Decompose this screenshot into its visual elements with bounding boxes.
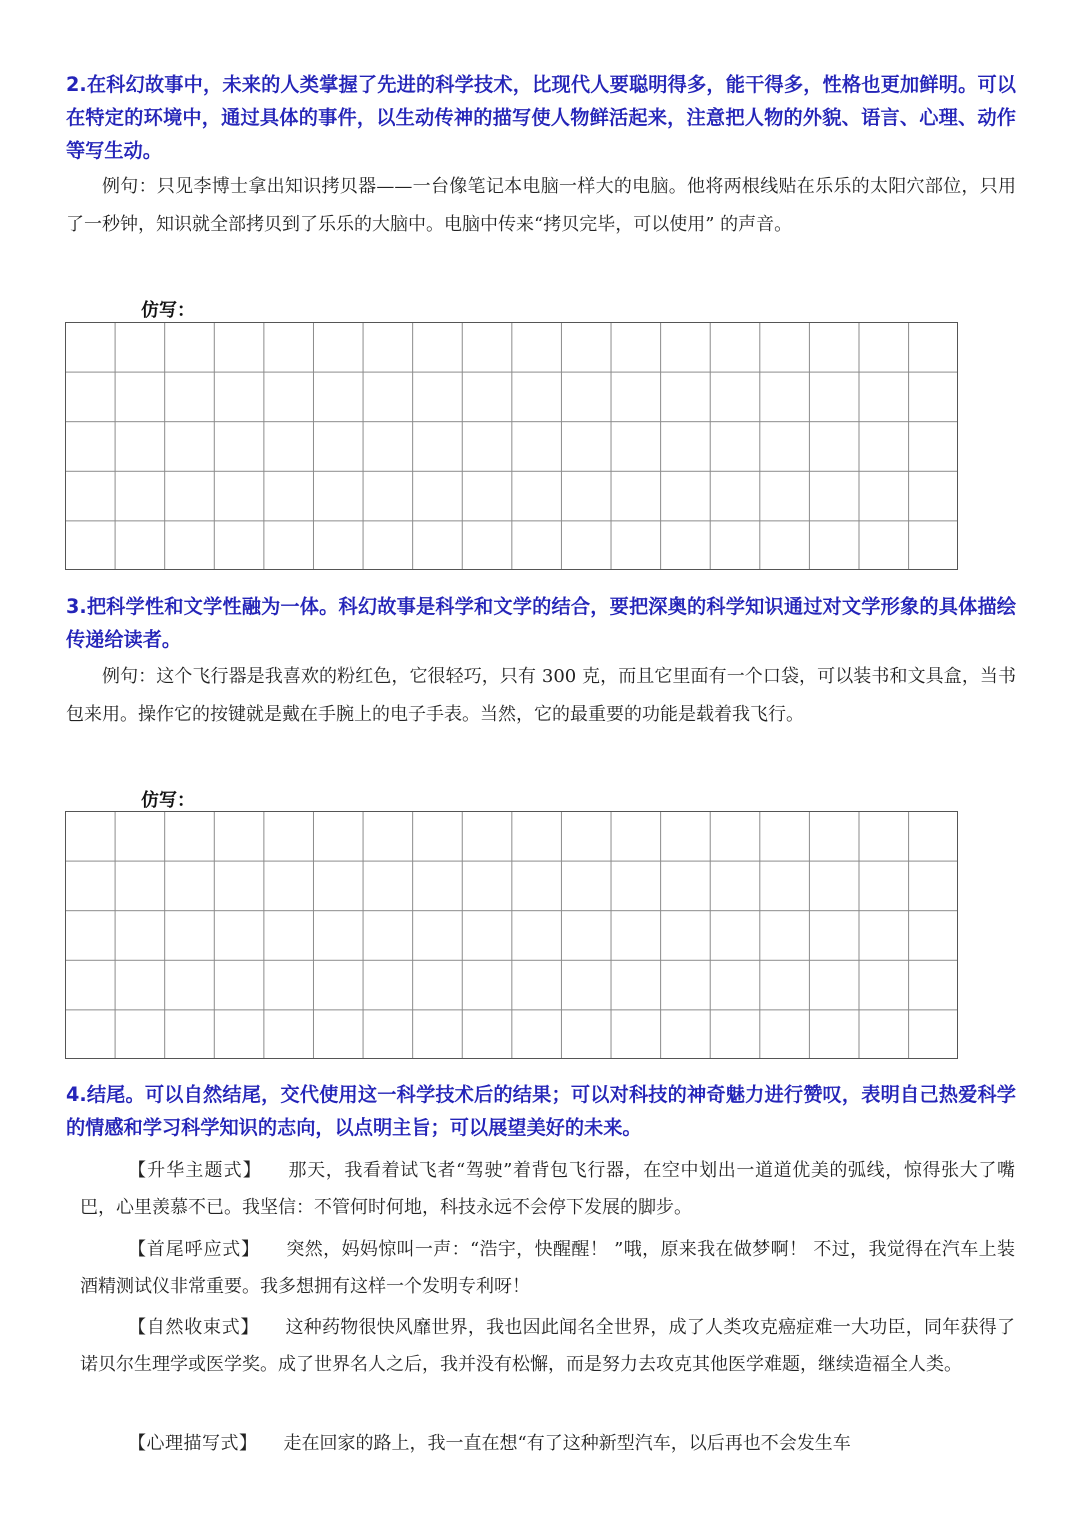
ending-type-tag: 【心理描写式】 [128,1433,258,1454]
ending-example-text: 走在回家的路上，我一直在想“有了这种新型汽车，以后再也不会发生车 [283,1433,851,1454]
ending-type-tag: 【升华主题式】 [128,1160,262,1181]
ending-type-tag: 【自然收束式】 [128,1317,260,1338]
section-3-heading: 3.把科学性和文学性融为一体。科幻故事是科学和文学的结合，要把深奥的科学知识通过对文学形象的具体描绘传递给读者。 [66,595,1016,651]
ending-type-tag: 【首尾呼应式】 [128,1239,261,1260]
section-4-heading: 4.结尾。可以自然结尾，交代使用这一科学技术后的结果；可以对科技的神奇魅力进行赞叹，表明自己热爱科学的情感和学习科学知识的志向，以点明主旨；可以展望美好的未来。 [66,1083,1016,1139]
section-3-writing-grid[interactable] [65,811,958,1059]
ending-example-item [80,1425,1015,1462]
ending-example-text: 那天，我看着试飞者“驾驶”着背包飞行器，在空中划出一道道优美的弧线，惊得张大了嘴巴，心里羡慕不已。我坚信：不管何时何地，科技永远不会停下发展的脚步。 [80,1160,1016,1218]
ending-example-item [80,1231,1015,1305]
section-2-heading: 2.在科幻故事中，未来的人类掌握了先进的科学技术，比现代人要聪明得多，能干得多，性格也更加鲜明。可以在特定的环境中，通过具体的事件，以生动传神的描写使人物鲜活起来，注意把人物的外貌、语言、心理、动作等写生动。 [66,73,1016,162]
section-2-writing-grid[interactable] [65,322,958,570]
ending-example-item [80,1152,1015,1226]
ending-example-text: 这种药物很快风靡世界，我也因此闻名全世界，成了人类攻克癌症难一大功臣，同年获得了诺贝尔生理学或医学奖。成了世界名人之后，我并没有松懈，而是努力去攻克其他医学难题，继续造福全人类。 [80,1317,1016,1375]
ending-example-item [80,1309,1015,1383]
section-3-practice-label: 仿写： [141,790,195,811]
section-3-example: 例句：这个飞行器是我喜欢的粉红色，它很轻巧，只有 300 克，而且它里面有一个口袋，可以装书和文具盒，当书包来用。操作它的按键就是戴在手腕上的电子手表。当然，它的最重要的功能是载着我飞行。 [66,666,1016,725]
section-2-example: 例句：只见李博士拿出知识拷贝器——一台像笔记本电脑一样大的电脑。他将两根线贴在乐乐的太阳穴部位，只用了一秒钟，知识就全部拷贝到了乐乐的大脑中。电脑中传来“拷贝完毕，可以使用” 的声音。 [66,176,1016,235]
section-2-practice-label: 仿写： [141,300,195,321]
ending-example-text: 突然，妈妈惊叫一声：“浩宇，快醒醒！ ”哦，原来我在做梦啊！ 不过，我觉得在汽车上装酒精测试仪非常重要。我多想拥有这样一个发明专利呀！ [80,1239,1016,1297]
